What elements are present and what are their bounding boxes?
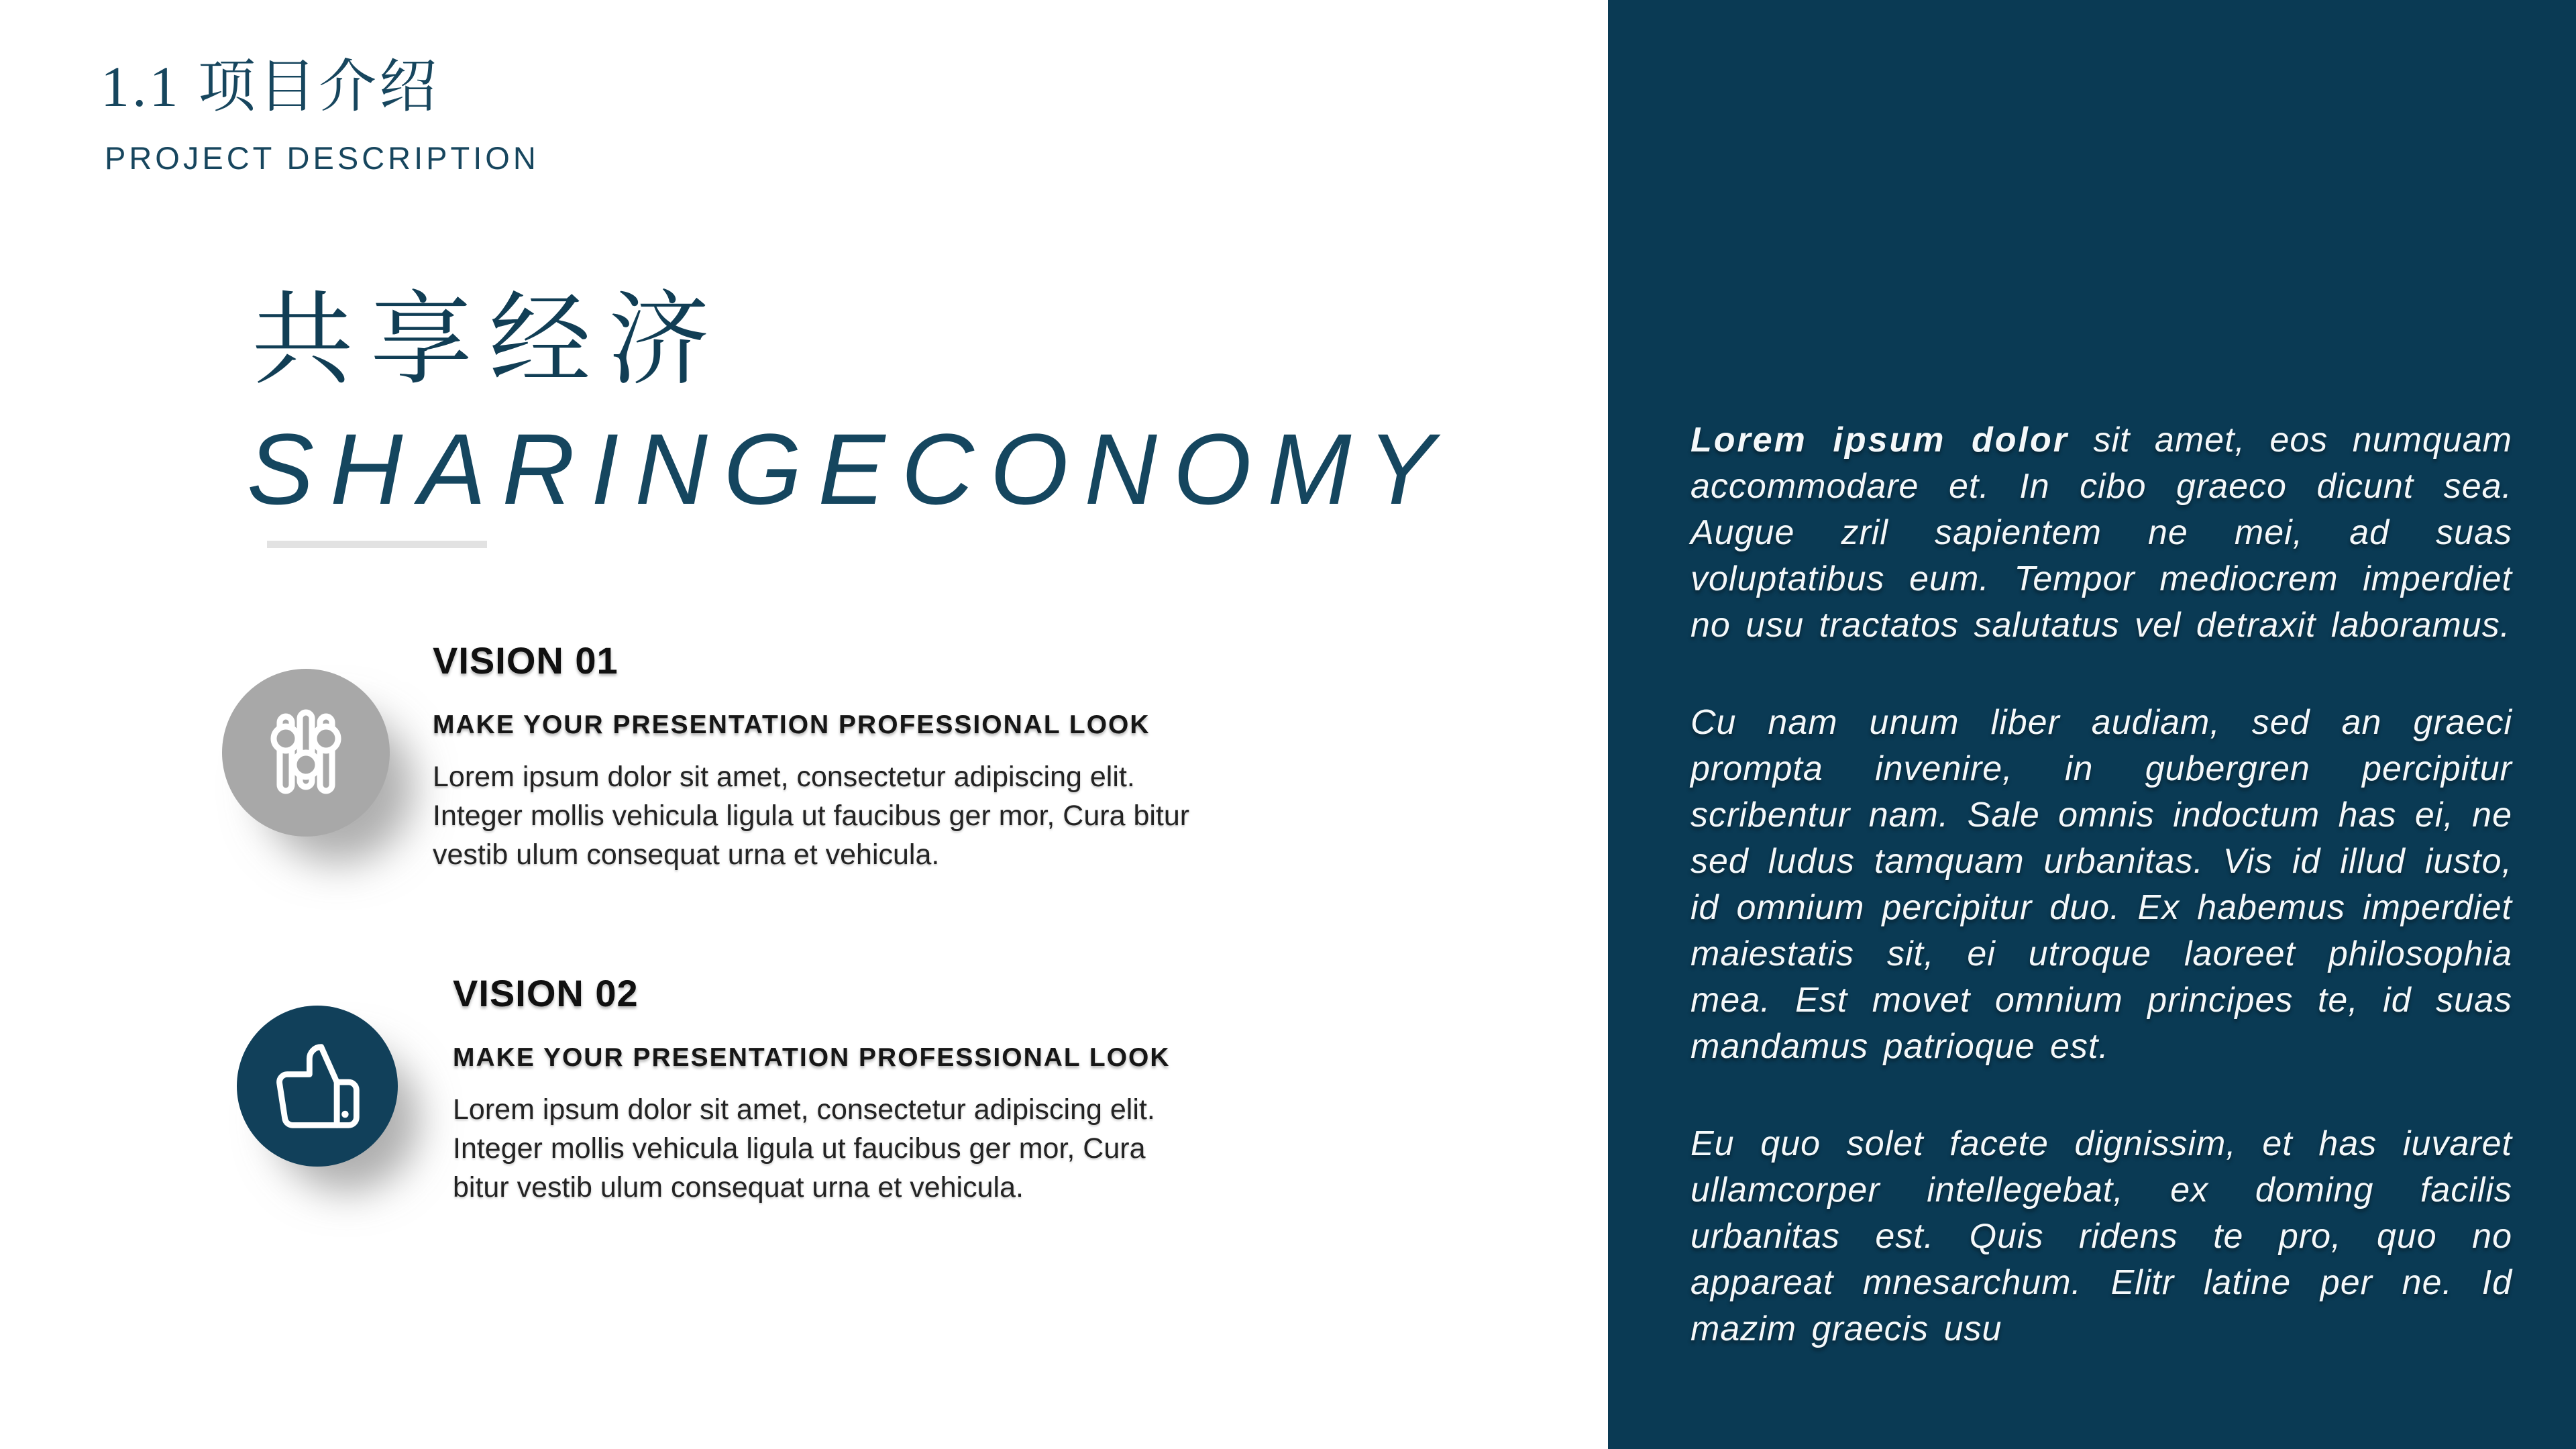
panel-paragraph-1-rest: sit amet, eos numquam accommodare et. In cibo graeco dicunt sea. Augue zril sapientem ne mei, ad suas voluptatibus eum. Tempor mediocrem imperdiet no usu tractatos salutatus vel detraxit laboramus.: [1690, 421, 2513, 645]
vision-1-heading: VISION 01: [433, 639, 619, 682]
hero-title-cn: 共享经济: [252, 283, 727, 397]
vision-1-body: Lorem ipsum dolor sit amet, consectetur adipiscing elit. Integer mollis vehicula ligula ut faucibus ger mor, Cura bitur vestib ulum consequat urna et vehicula.: [433, 761, 1190, 871]
divider-bar: [267, 541, 487, 548]
hero-title-en: SHARINGECONOMY: [247, 413, 1451, 525]
vision-2-heading: VISION 02: [453, 972, 639, 1014]
vision-2-body: Lorem ipsum dolor sit amet, consectetur adipiscing elit. Integer mollis vehicula ligula ut faucibus ger mor, Cura bitur vestib ulum consequat urna et vehicula.: [453, 1093, 1155, 1203]
panel-paragraph-1-lead: Lorem ipsum dolor: [1690, 421, 2069, 460]
thumbs-up-icon: [270, 1039, 364, 1133]
vision-1-icon-circle: [222, 669, 390, 837]
vision-1-text: [433, 639, 1197, 874]
side-text-panel: [1608, 0, 2576, 1449]
panel-paragraph-2: Cu nam unum liber audiam, sed an graeci prompta invenire, in gubergren percipitur scribentur nam. Sale omnis indoctum has ei, ne sed ludus tamquam urbanitas. Vis id illud iusto, id omnium percipitur duo. Ex habemus imperdiet maiestatis sit, ei utroque laoreet philosophia mea. Est movet omnium principes te, id suas mandamus patrioque est.: [1690, 703, 2512, 1066]
section-subtitle: PROJECT DESCRIPTION: [105, 140, 539, 176]
vision-2-text: [453, 971, 1191, 1207]
vision-2-subheading: MAKE YOUR PRESENTATION PROFESSIONAL LOOK: [453, 1043, 1171, 1072]
panel-paragraph-1: [1690, 417, 2512, 649]
vision-2-icon-circle: [237, 1006, 398, 1167]
section-title: 1.1 项目介绍: [101, 54, 439, 119]
vision-1-subheading: MAKE YOUR PRESENTATION PROFESSIONAL LOOK: [433, 710, 1150, 739]
sliders-icon: [256, 702, 356, 803]
panel-paragraph-3: Eu quo solet facete dignissim, et has iuvaret ullamcorper intellegebat, ex doming facilis urbanitas est. Quis ridens te pro, quo no appareat mnesarchum. Elitr latine per ne. Id mazim graecis usu: [1690, 1124, 2512, 1348]
